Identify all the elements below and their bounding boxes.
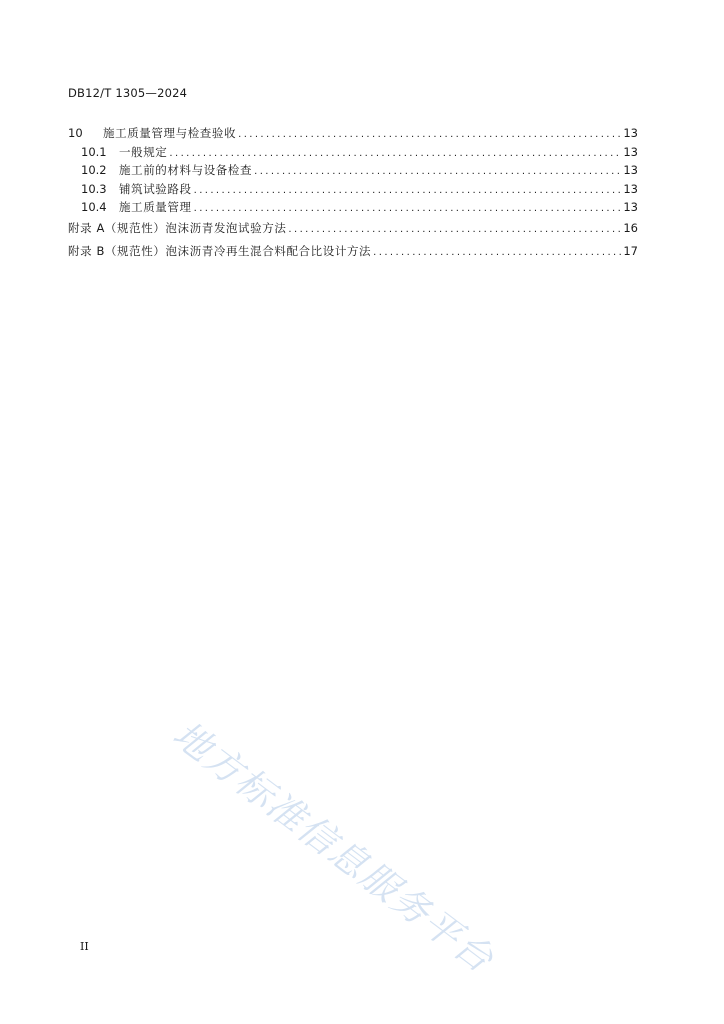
- toc-appendix-title: 泡沫沥青发泡试验方法: [165, 220, 287, 235]
- toc-appendix-label: 附录 A（规范性）: [68, 220, 166, 235]
- toc-dot-leader: [254, 163, 621, 182]
- toc-appendix-title: 泡沫沥青冷再生混合料配合比设计方法: [165, 243, 372, 258]
- toc-entry-page: 13: [623, 181, 638, 196]
- toc-entry-page: 13: [623, 126, 638, 140]
- toc-entry-title: 施工质量管理: [119, 200, 192, 214]
- toc-entry-10[interactable]: [68, 124, 638, 143]
- toc-entry-page: 13: [623, 163, 638, 177]
- toc-entry-number: 10: [68, 126, 83, 140]
- table-of-contents: [68, 124, 638, 263]
- toc-entry-title: 施工前的材料与设备检查: [119, 163, 253, 177]
- toc-entry-title: 施工质量管理与检查验收: [103, 126, 237, 140]
- toc-entry-number: 10.1: [81, 144, 107, 159]
- toc-dot-leader: [238, 126, 621, 145]
- toc-appendix-a[interactable]: [68, 217, 638, 240]
- document-code: DB12/T 1305—2024: [68, 86, 188, 100]
- toc-appendix-b[interactable]: [68, 240, 638, 263]
- toc-entry-page: 13: [623, 144, 638, 159]
- toc-entry-10-3[interactable]: [68, 180, 638, 199]
- toc-appendix-label: 附录 B（规范性）: [68, 243, 166, 258]
- toc-entry-10-1[interactable]: [68, 143, 638, 162]
- toc-entry-title: 一般规定: [119, 144, 168, 159]
- toc-entry-page: 13: [623, 200, 638, 214]
- toc-appendix-page: 17: [623, 243, 638, 258]
- toc-dot-leader: [194, 182, 622, 201]
- toc-entry-number: 10.3: [81, 181, 107, 196]
- toc-entry-title: 铺筑试验路段: [119, 181, 192, 196]
- toc-dot-leader: [288, 218, 621, 241]
- toc-entry-10-4[interactable]: [68, 198, 638, 217]
- page-number: II: [80, 940, 89, 953]
- watermark-text: 地方标准信息服务平台: [164, 712, 503, 982]
- toc-appendix-page: 16: [623, 220, 638, 235]
- toc-entry-number: 10.4: [81, 200, 107, 214]
- toc-dot-leader: [373, 241, 621, 264]
- toc-entry-number: 10.2: [81, 163, 107, 177]
- toc-entry-10-2[interactable]: [68, 161, 638, 180]
